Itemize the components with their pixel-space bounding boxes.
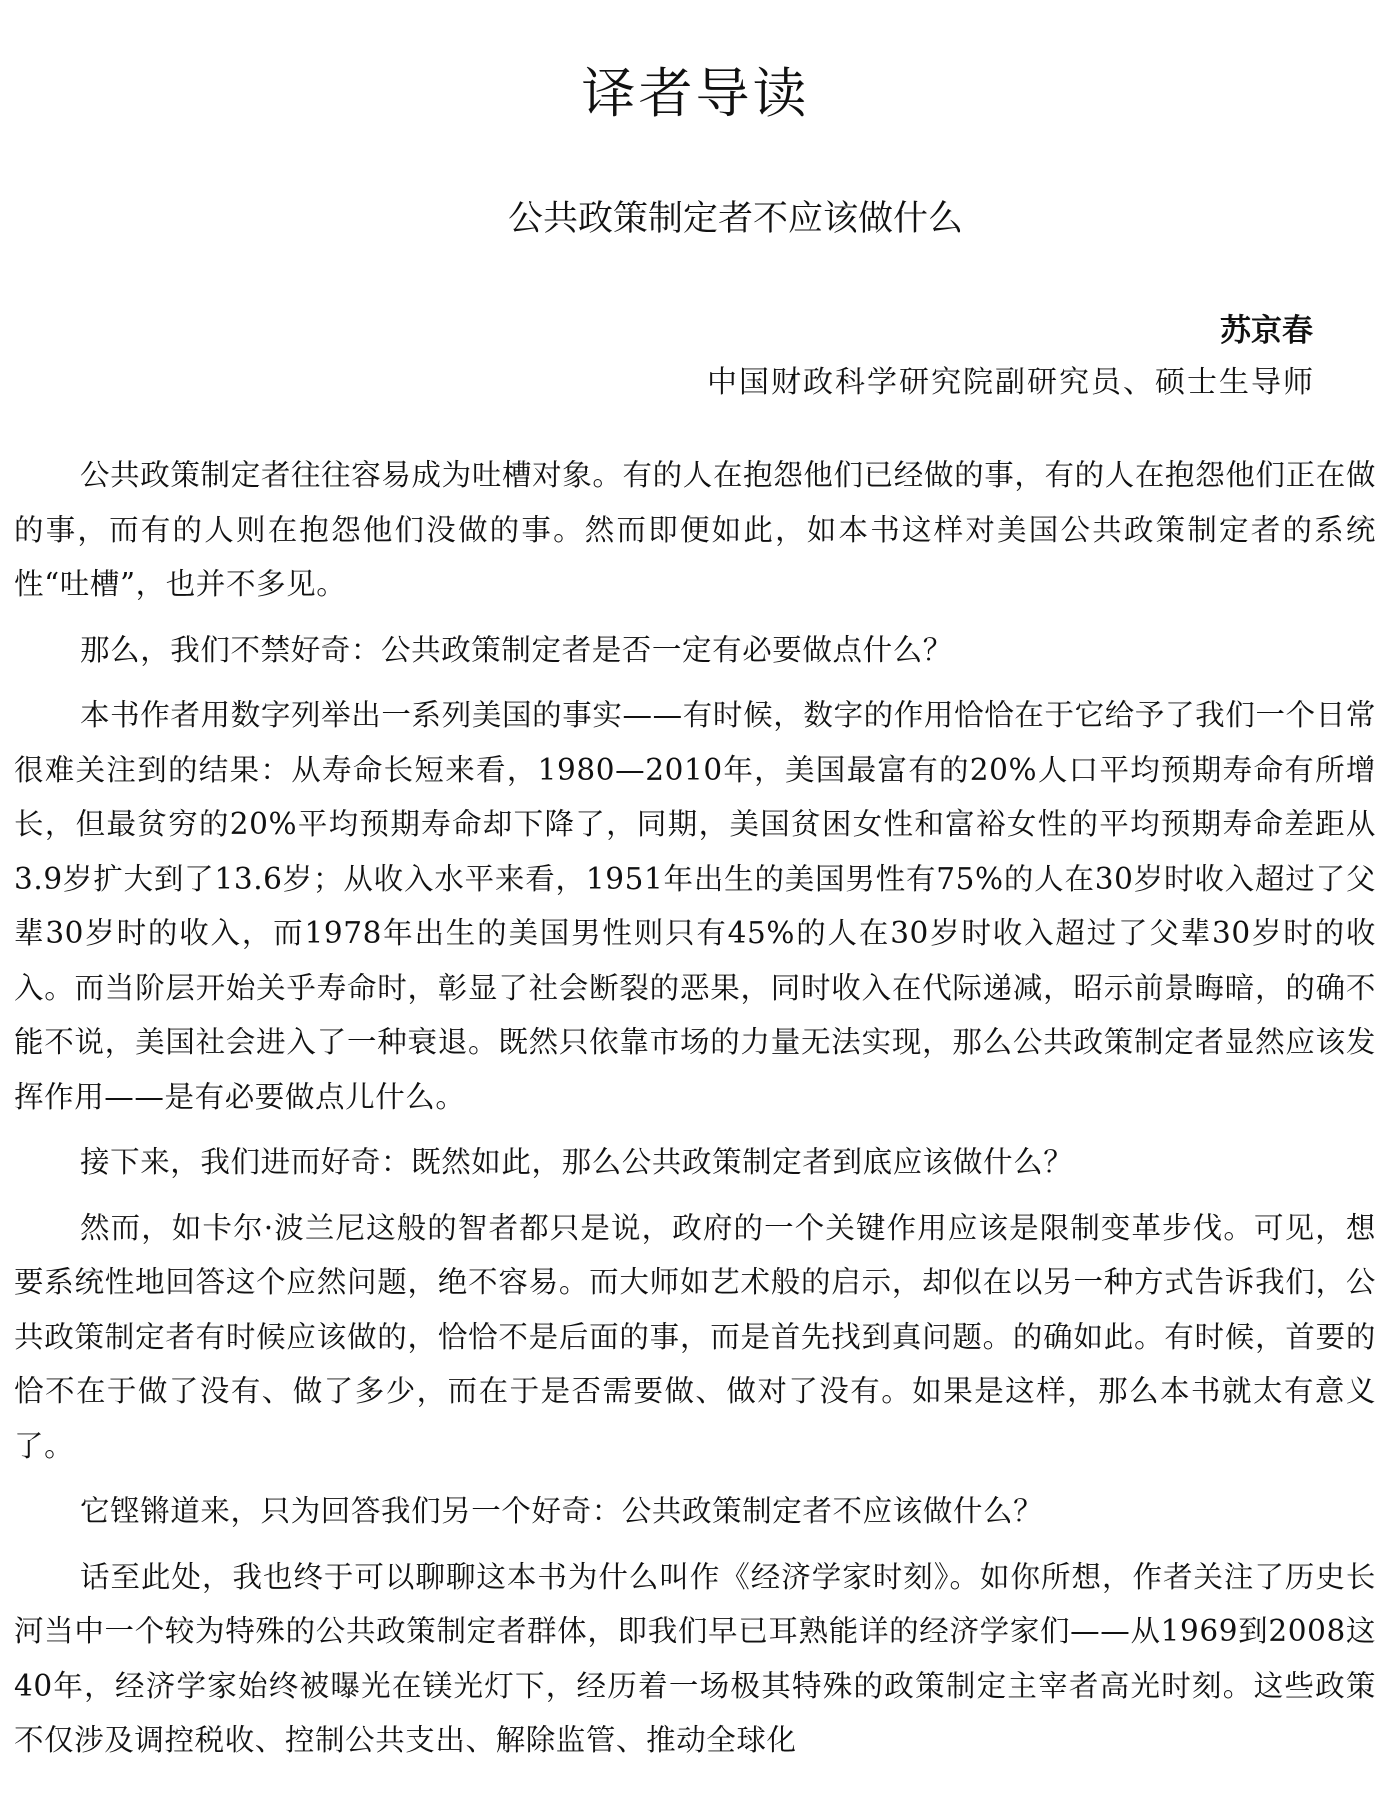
paragraph: 公共政策制定者往往容易成为吐槽对象。有的人在抱怨他们已经做的事，有的人在抱怨他们正在做的事，而有的人则在抱怨他们没做的事。然而即便如此，如本书这样对美国公共政策制定者的系统性“吐槽”，也并不多见。 [14,458,1376,601]
author-affiliation: 中国财政科学研究院副研究员、硕士生导师 [707,365,1315,400]
paragraph: 它铿锵道来，只为回答我们另一个好奇：公共政策制定者不应该做什么？ [80,1494,1044,1528]
paragraph: 本书作者用数字列举出一系列美国的事实——有时候，数字的作用恰恰在于它给予了我们一个日常很难关注到的结果：从寿命长短来看，1980—2010年，美国最富有的20%人口平均预期寿命有所增长，但最贫穷的20%平均预期寿命却下降了，同期，美国贫困女性和富裕女性的平均预期寿命差距从3.9岁扩大到了13.6岁；从收入水平来看，1951年出生的美国男性有75%的人在30岁时收入超过了父辈30岁时的收入，而1978年出生的美国男性则只有45%的人在30岁时收入超过了父辈30岁时的收入。而当阶层开始关乎寿命时，彰显了社会断裂的恶果，同时收入在代际递减，昭示前景晦暗，的确不能不说，美国社会进入了一种衰退。既然只依靠市场的力量无法实现，那么公共政策制定者显然应该发挥作用——是有必要做点儿什么。 [14,698,1376,1114]
paragraph: 接下来，我们进而好奇：既然如此，那么公共政策制定者到底应该做什么？ [80,1145,1074,1179]
paragraph: 话至此处，我也终于可以聊聊这本书为什么叫作《经济学家时刻》。如你所想，作者关注了历史长河当中一个较为特殊的公共政策制定者群体，即我们早已耳熟能详的经济学家们——从1969到2008这40年，经济学家始终被曝光在镁光灯下，经历着一场极其特殊的政策制定主宰者高光时刻。这些政策不仅涉及调控税收、控制公共支出、解除监管、推动全球化 [14,1559,1376,1757]
paragraph: 然而，如卡尔·波兰尼这般的智者都只是说，政府的一个关键作用应该是限制变革步伐。可见，想要系统性地回答这个应然问题，绝不容易。而大师如艺术般的启示，却似在以另一种方式告诉我们，公共政策制定者有时候应该做的，恰恰不是后面的事，而是首先找到真问题。的确如此。有时候，首要的恰不在于做了没有、做了多少，而在于是否需要做、做对了没有。如果是这样，那么本书就太有意义了。 [14,1210,1376,1463]
page-subtitle: 公共政策制定者不应该做什么 [507,199,963,239]
author-name: 苏京春 [1220,313,1313,349]
body-text [14,448,1376,1779]
paragraph: 那么，我们不禁好奇：公共政策制定者是否一定有必要做点什么？ [80,632,953,667]
page-title: 译者导读 [581,62,810,126]
